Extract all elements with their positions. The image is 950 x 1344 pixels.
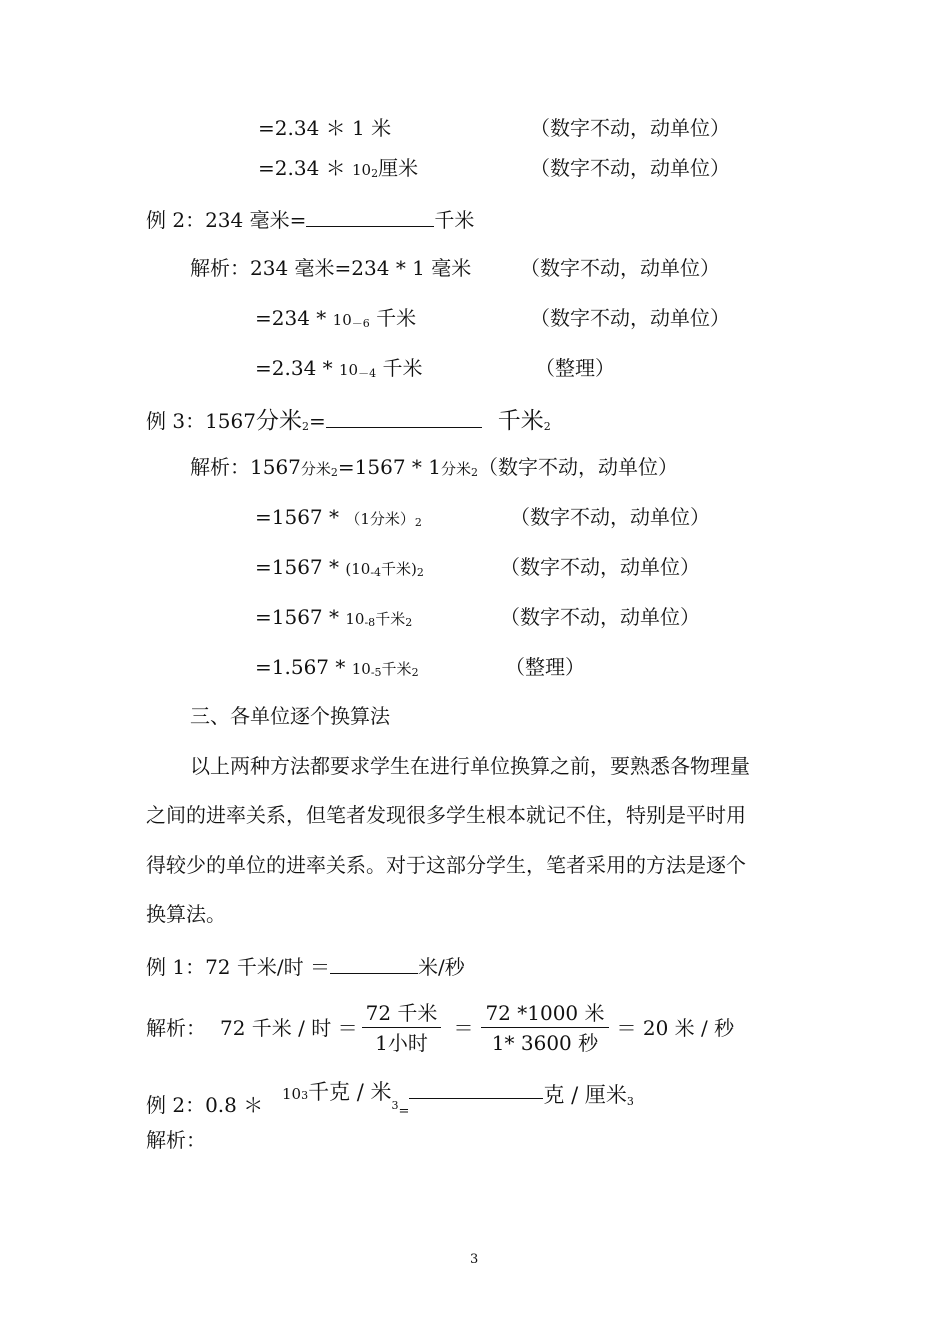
fraction: $\frac{\text{72 *1000 米}}{\text{1* 3600 秒}}$ <box>481 1003 608 1053</box>
example-2-analysis-2: =234 * 10－6 千米 <box>255 306 417 330</box>
calc-note: （数字不动，动单位） <box>520 256 720 280</box>
calc-note: （数字不动，动单位） <box>500 605 700 629</box>
example-2-analysis-1: 解析：234 毫米=234 * 1 毫米 <box>190 256 472 280</box>
example-3-analysis-3: =1567 * (10-4千米)2 <box>255 555 424 579</box>
example-3-analysis-1: 解析：1567分米2=1567 * 1分米2（数字不动，动单位） <box>190 455 679 479</box>
example-3-question: 例 3：1567分米2= 千米2 <box>146 408 551 434</box>
calc-note: （整理） <box>535 356 615 380</box>
example-3-analysis-4: =1567 * 10-8千米2 <box>255 605 413 629</box>
paragraph-line: 以上两种方法都要求学生在进行单位换算之前，要熟悉各物理量 <box>190 754 750 778</box>
paragraph-line: 换算法。 <box>146 902 226 926</box>
calc-note: （数字不动，动单位） <box>530 116 730 140</box>
example-2b-analysis-label: 解析： <box>146 1128 206 1152</box>
example-1b-analysis: 解析： 72 千米 / 时 ＝ $\frac{\text{72 千米}}{\text{1小时}}$ ＝ $\frac{\text{72 *1000 米}}{\text{1* 3600 秒}}$ ＝ 20 米 / 秒 <box>146 1001 735 1055</box>
page-number: 3 <box>470 1252 479 1267</box>
example-2-analysis-3: =2.34 * 10－4 千米 <box>255 356 423 380</box>
calc-note: （整理） <box>505 655 585 679</box>
calc-note: （数字不动，动单位） <box>500 555 700 579</box>
calc-expression: =2.34 ＊ 1 米 <box>258 116 392 140</box>
calc-line-1 <box>258 118 391 138</box>
example-2b-question: 例 2：0.8 ＊ 103千克 / 米$_{3=}$克 / 厘米$_3$ <box>146 1070 634 1104</box>
example-3-analysis-2: =1567 * （1分米）2 <box>255 505 422 529</box>
calc-line-2: =2.34 ＊ 102厘米 <box>258 156 419 180</box>
fraction: $\frac{\text{72 千米}}{\text{1小时}}$ <box>362 1003 442 1053</box>
calc-note: （数字不动，动单位） <box>530 156 730 180</box>
calc-note: （数字不动，动单位） <box>510 505 710 529</box>
example-1b-question: 例 1：72 千米/时 ＝ 米/秒 <box>146 955 465 979</box>
calc-note: （数字不动，动单位） <box>530 306 730 330</box>
example-2-question: 例 2：234 毫米= 千米 <box>146 208 475 232</box>
answer-blank <box>306 208 434 227</box>
example-3-analysis-5: =1.567 * 10-5千米2 <box>255 655 419 679</box>
paragraph-line: 得较少的单位的进率关系。对于这部分学生，笔者采用的方法是逐个 <box>146 853 746 877</box>
paragraph-line: 之间的进率关系，但笔者发现很多学生根本就记不住，特别是平时用 <box>146 803 746 827</box>
answer-blank <box>326 407 482 428</box>
answer-blank <box>409 1070 543 1099</box>
answer-blank <box>330 955 418 974</box>
section-heading: 三、各单位逐个换算法 <box>190 704 390 728</box>
